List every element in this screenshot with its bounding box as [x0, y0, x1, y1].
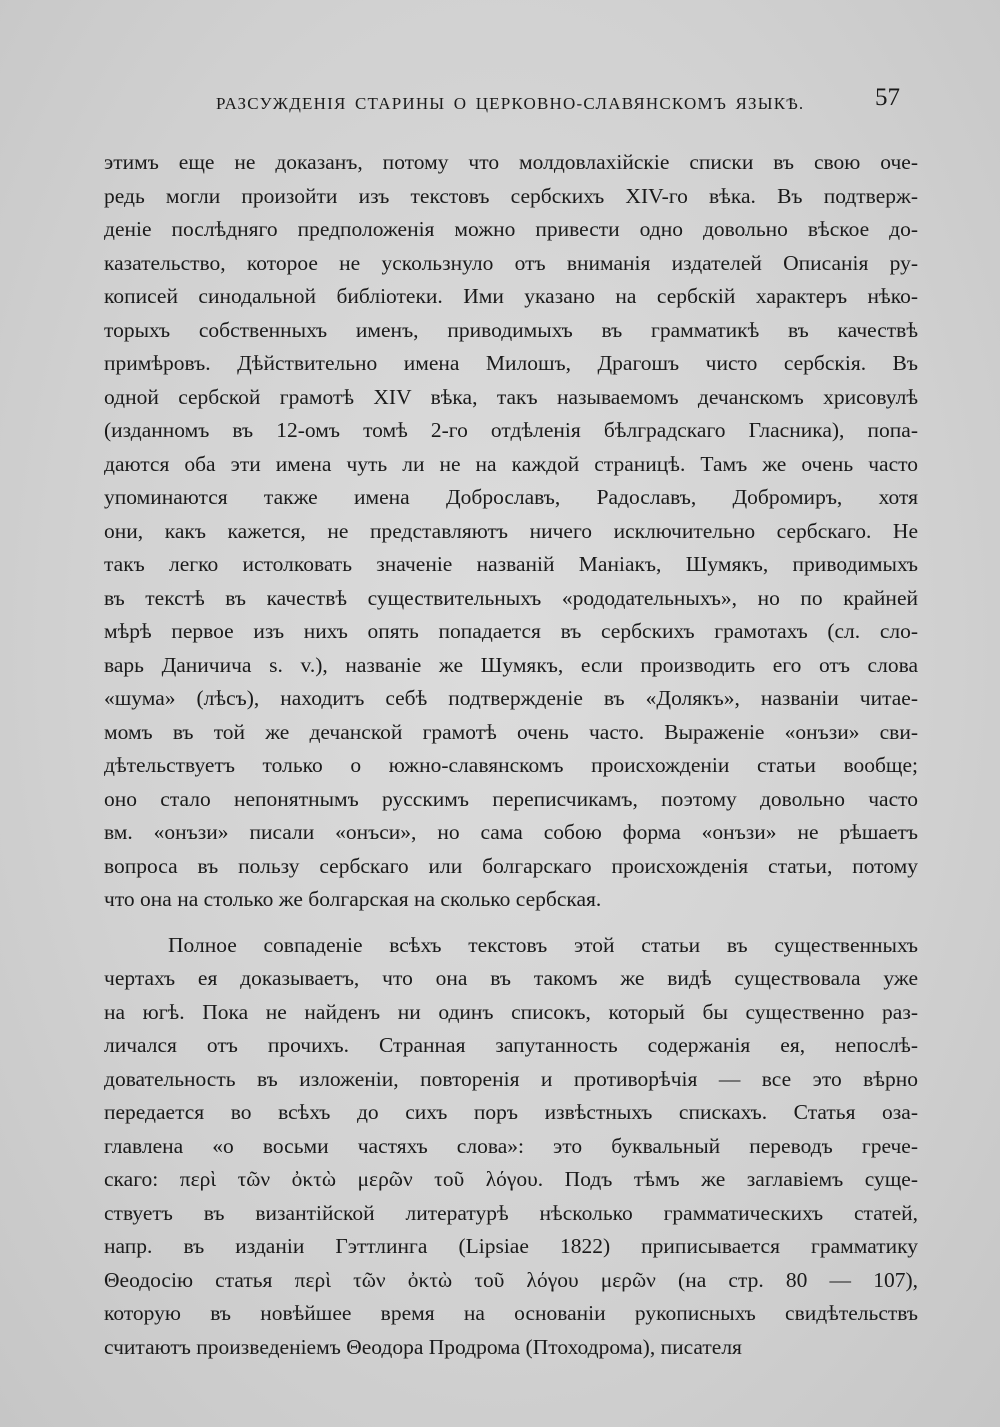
text-line: въ текстѣ въ качествѣ существительныхъ «рододательныхъ», но по крайней	[104, 585, 918, 610]
page-number: 57	[875, 84, 900, 111]
text-line: мѣрѣ первое изъ нихъ опять попадается въ сербскихъ грамотахъ (сл. сло-	[104, 619, 918, 643]
text-line: довательность въ изложеніи, повторенія и противорѣчія — все это вѣрно	[104, 1066, 918, 1091]
text-line: вопроса въ пользу сербскаго или болгарскаго происхожденія статьи, потому	[104, 853, 918, 878]
text-line: вм. «онъзи» писали «онъси», но сама собою форма «онъзи» не рѣшаетъ	[104, 820, 918, 844]
text-line: момъ въ той же дечанской грамотѣ очень часто. Выраженіе «онъзи» сви-	[104, 719, 918, 744]
text-line: казательство, которое не ускользнуло отъ вниманія издателей Описанія ру-	[104, 250, 918, 275]
body-text	[104, 146, 918, 1364]
page-header	[100, 82, 900, 122]
text-line: торыхъ собственныхъ именъ, приводимыхъ въ грамматикѣ въ качествѣ	[104, 317, 918, 342]
text-line: чертахъ ея доказываетъ, что она въ такомъ же видѣ существовала уже	[104, 966, 918, 990]
text-line: напр. въ изданіи Гэттлинга (Lipsiae 1822) приписывается грамматику	[104, 1234, 918, 1258]
text-line: упоминаются также имена Доброславъ, Радославъ, Добромиръ, хотя	[104, 485, 918, 509]
text-line: Θеодосію статья περὶ τῶν ὀκτὼ τοῦ λόγου μερῶν (на стр. 80 — 107),	[104, 1267, 918, 1292]
text-line: примѣровъ. Дѣйствительно имена Милошъ, Драгошъ чисто сербскія. Въ	[104, 351, 918, 375]
text-line: деніе послѣдняго предположенія можно привести одно довольно вѣское до-	[104, 217, 918, 241]
text-line: считаютъ произведеніемъ Θеодора Продрома (Птоходрома), писателя	[104, 1334, 742, 1359]
text-line: (изданномъ въ 12-омъ томѣ 2-го отдѣленія бѣлградскаго Гласника), попа-	[104, 418, 918, 442]
text-line: кописей синодальной библіотеки. Ими указано на сербскій характеръ нѣко-	[104, 284, 918, 308]
text-line: личался отъ прочихъ. Странная запутанность содержанія ея, непослѣ-	[104, 1033, 918, 1057]
paragraph	[104, 146, 918, 917]
text-line: скаго: περὶ τῶν ὀκτὼ μερῶν τοῦ λόγου. Подъ тѣмъ же заглавіемъ суще-	[104, 1167, 918, 1191]
text-line: одной сербской грамотѣ XIV вѣка, такъ называемомъ дечанскомъ хрисовулѣ	[104, 384, 918, 409]
text-line: они, какъ кажется, не представляютъ ничего исключительно сербскаго. Не	[104, 518, 918, 543]
text-line: что она на столько же болгарская на сколько сербская.	[104, 887, 602, 911]
text-line: дѣтельствуетъ только о южно-славянскомъ происхожденіи статьи вообще;	[104, 753, 918, 777]
text-line: которую въ новѣйшее время на основаніи рукописныхъ свидѣтельствъ	[104, 1301, 918, 1325]
text-line: оно стало непонятнымъ русскимъ переписчикамъ, поэтому довольно часто	[104, 786, 918, 811]
text-line: редь могли произойти изъ текстовъ сербскихъ XIV-го вѣка. Въ подтверж-	[104, 183, 918, 208]
text-line: ствуетъ въ византійской литературѣ нѣсколько грамматическихъ статей,	[104, 1200, 918, 1225]
text-line: «шума» (лѣсъ), находитъ себѣ подтвержденіе въ «Долякъ», названіи читае-	[104, 686, 918, 710]
paragraph	[104, 929, 918, 1365]
text-line: даются оба эти имена чуть ли не на каждой страницѣ. Тамъ же очень часто	[104, 451, 918, 476]
text-line: на югѣ. Пока не найденъ ни одинъ списокъ, который бы существенно раз-	[104, 999, 918, 1024]
text-line: этимъ еще не доказанъ, потому что молдовлахійскіе списки въ свою оче-	[104, 150, 918, 174]
text-line: варь Даничича s. v.), названіе же Шумякъ, если производить его отъ слова	[104, 652, 918, 677]
running-head: РАЗСУЖДЕНІЯ СТАРИНЫ О ЦЕРКОВНО-СЛАВЯНСКОМЪ ЯЗЫКѢ.	[216, 94, 805, 113]
text-line: главлена «о восьми частяхъ слова»: это буквальный переводъ грече-	[104, 1133, 918, 1158]
text-line: такъ легко истолковать значеніе названій Маніакъ, Шумякъ, приводимыхъ	[104, 552, 918, 576]
text-line: передается во всѣхъ до сихъ поръ извѣстныхъ спискахъ. Статья оза-	[104, 1100, 918, 1124]
text-line: Полное совпаденіе всѣхъ текстовъ этой статьи въ существенныхъ	[168, 932, 918, 957]
